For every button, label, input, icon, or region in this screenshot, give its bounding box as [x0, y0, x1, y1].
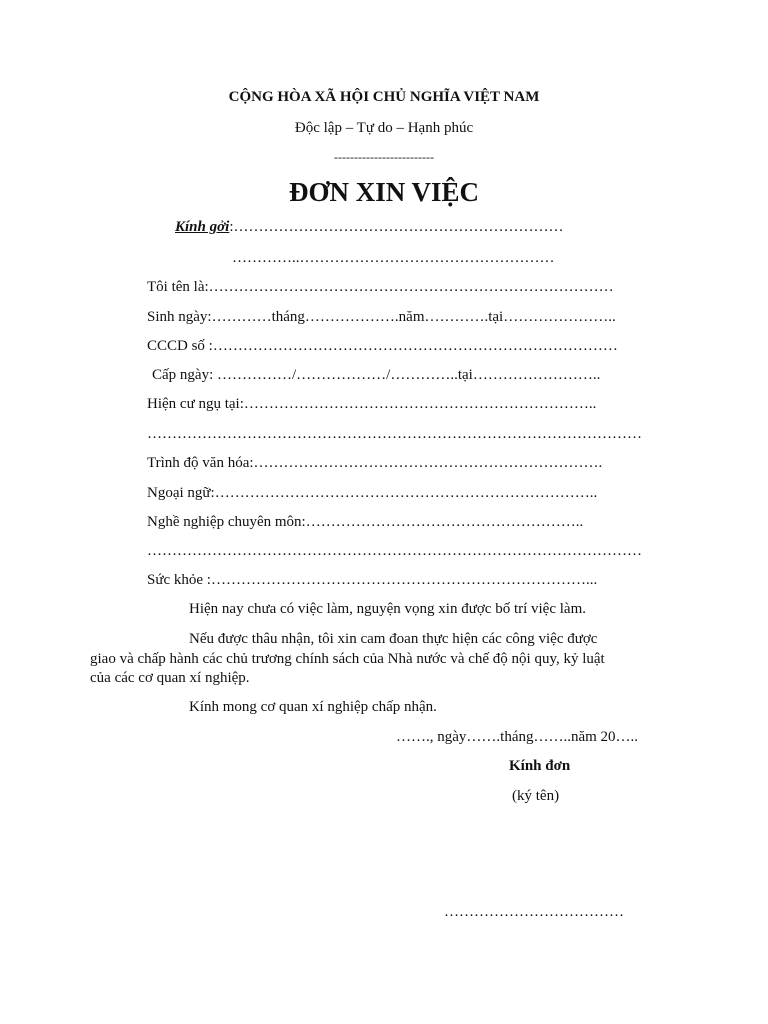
field-education: Trình độ văn hóa:…………………………………………………………….: [147, 455, 603, 471]
signature-note: (ký tên): [512, 788, 560, 804]
paragraph-2-line-1: Nếu được thâu nhận, tôi xin cam đoan thực hiện các công việc được: [189, 631, 598, 647]
signature-line: ………………………………: [444, 904, 624, 920]
greeting-line: [175, 218, 564, 236]
field-birth: Sinh ngày:…………tháng……………….năm………….tại…………………..: [147, 309, 616, 325]
field-name: Tôi tên là:………………………………………………………………………: [147, 279, 614, 295]
field-language: Ngoại ngữ:…………………………………………………………………..: [147, 485, 598, 501]
greeting-label: Kính gởi: [175, 219, 230, 235]
header-separator: -------------------------: [334, 150, 434, 164]
field-residence: Hiện cư ngụ tại:……………………………………………………………..: [147, 396, 597, 412]
signature-title: Kính đơn: [509, 758, 571, 774]
date-line: ……., ngày…….tháng……..năm 20…..: [396, 729, 639, 745]
field-id-number: CCCD số :………………………………………………………………………: [147, 338, 618, 354]
paragraph-2-line-3: của các cơ quan xí nghiệp.: [90, 670, 250, 686]
greeting-blank: :…………………………………………………………: [229, 219, 564, 235]
paragraph-1: Hiện nay chưa có việc làm, nguyện vọng xin được bố trí việc làm.: [189, 601, 586, 617]
field-profession-cont: ………………………………………………………………………………………: [147, 543, 642, 559]
field-profession: Nghề nghiệp chuyên môn:………………………………………………..: [147, 514, 584, 530]
field-health: Sức khỏe :…………………………………………………………………...: [147, 572, 598, 588]
field-residence-cont: ………………………………………………………………………………………: [147, 426, 642, 442]
motto: Độc lập – Tự do – Hạnh phúc: [294, 120, 474, 136]
paragraph-3: Kính mong cơ quan xí nghiệp chấp nhận.: [189, 699, 437, 715]
greeting-line-2: …………..……………………………………………: [232, 250, 555, 266]
field-issue: Cấp ngày: ……………/………………/…………..tại……………………..: [152, 367, 601, 383]
form-title: ĐƠN XIN VIỆC: [288, 177, 480, 207]
national-title: CỘNG HÒA XÃ HỘI CHỦ NGHĨA VIỆT NAM: [228, 89, 540, 105]
paragraph-2-line-2: giao và chấp hành các chủ trương chính sách của Nhà nước và chế độ nội quy, kỷ luật: [90, 651, 605, 667]
